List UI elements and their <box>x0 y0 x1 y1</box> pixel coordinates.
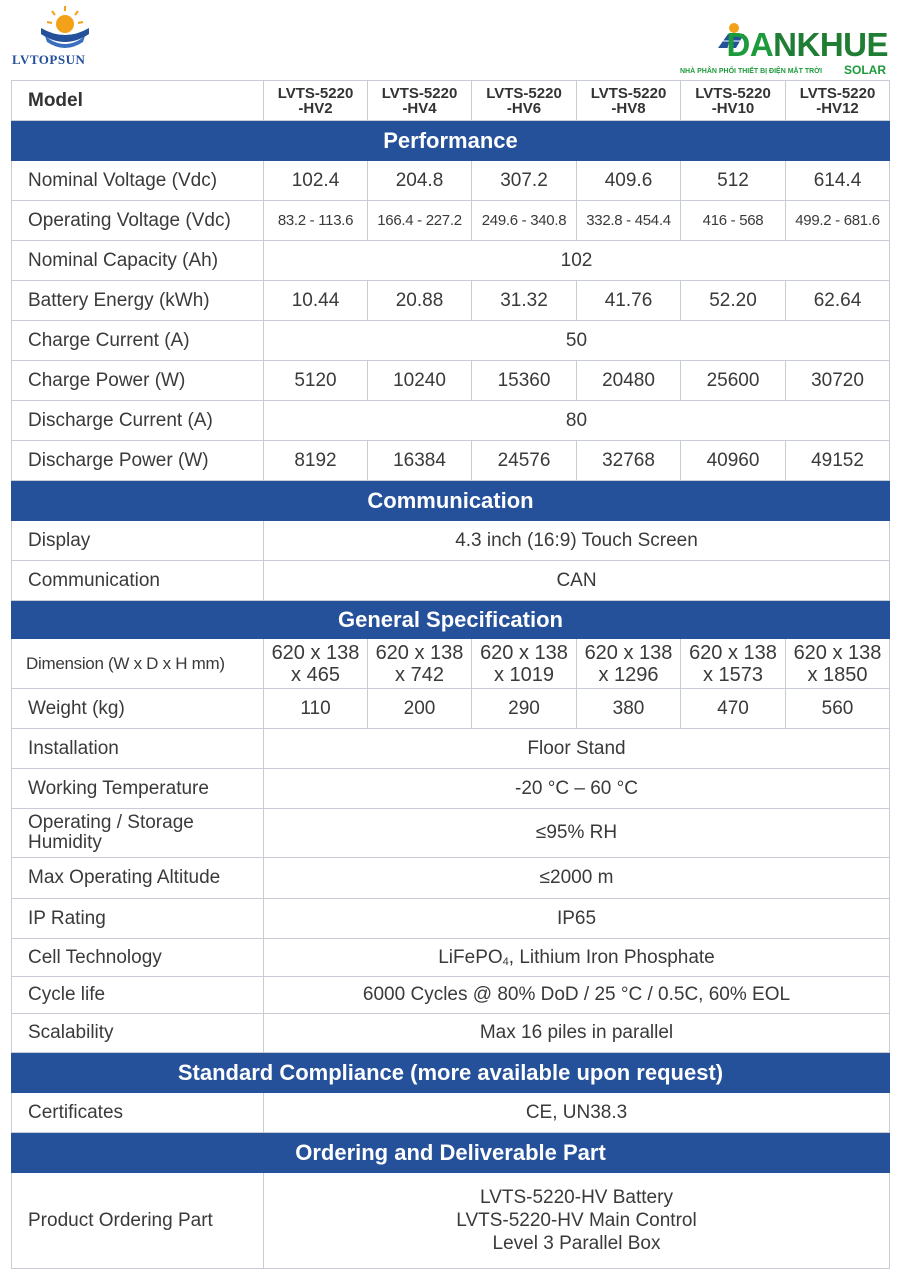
row-label-a: Operating / Storage <box>28 812 194 833</box>
row-label: Working Temperature <box>12 769 264 809</box>
model-hv8-a: LVTS-5220 <box>590 84 667 102</box>
dankhue-solar-logo <box>670 20 890 78</box>
cell-value: 200 <box>368 689 472 729</box>
cell-value: CAN <box>264 561 890 601</box>
row-nominal-voltage <box>12 161 890 201</box>
cell-value: 6000 Cycles @ 80% DoD / 25 °C / 0.5C, 60% EOL <box>264 977 890 1014</box>
cell-value: 102 <box>264 241 890 281</box>
cell-value: 31.32 <box>472 281 577 321</box>
dim-line-a: 620 x 138 <box>271 641 360 664</box>
cell-value: 8192 <box>264 441 368 481</box>
row-communication <box>12 561 890 601</box>
row-installation <box>12 729 890 769</box>
cell-value: 560 <box>786 689 890 729</box>
cell-value: 307.2 <box>472 161 577 201</box>
cell-value: ≤2000 m <box>264 858 890 899</box>
cell-tech-sub: 4 <box>502 955 509 968</box>
cell-value <box>786 639 890 689</box>
model-hv4 <box>368 81 472 121</box>
row-charge-power <box>12 361 890 401</box>
cell-value: CE, UN38.3 <box>264 1093 890 1133</box>
section-communication <box>12 481 890 521</box>
cell-value: 409.6 <box>577 161 681 201</box>
cell-tech-a: LiFePO <box>438 946 503 968</box>
row-humidity <box>12 809 890 858</box>
model-header-row <box>12 81 890 121</box>
model-hv12-b: -HV12 <box>816 99 859 117</box>
row-discharge-current <box>12 401 890 441</box>
dim-line-a: 620 x 138 <box>480 641 568 664</box>
cell-value: 204.8 <box>368 161 472 201</box>
row-altitude <box>12 858 890 899</box>
cell-value <box>264 1173 890 1269</box>
section-title: Standard Compliance (more available upon request) <box>12 1053 890 1093</box>
cell-value: 80 <box>264 401 890 441</box>
model-hv8-b: -HV8 <box>611 99 646 117</box>
row-discharge-power <box>12 441 890 481</box>
cell-value: 290 <box>472 689 577 729</box>
dim-line-b: x 1573 <box>702 663 764 686</box>
dim-line-b: x 1296 <box>598 663 659 686</box>
cell-value: 249.6 - 340.8 <box>472 201 577 241</box>
section-general <box>12 601 890 639</box>
row-label: Cell Technology <box>12 939 264 977</box>
row-label: Nominal Capacity (Ah) <box>12 241 264 281</box>
row-label <box>12 809 264 858</box>
cell-value: 499.2 - 681.6 <box>786 201 890 241</box>
row-label: Scalability <box>12 1014 264 1053</box>
model-label: Model <box>12 81 264 121</box>
section-title: Performance <box>12 121 890 161</box>
section-title: General Specification <box>12 601 890 639</box>
cell-value <box>264 939 890 977</box>
row-charge-current <box>12 321 890 361</box>
cell-value: 166.4 - 227.2 <box>368 201 472 241</box>
cell-value: 62.64 <box>786 281 890 321</box>
brand-tagline: NHÀ PHÂN PHỐI THIẾT BỊ ĐIỆN MẶT TRỜI <box>680 68 823 75</box>
dim-line-a: 620 x 138 <box>375 641 464 664</box>
row-display <box>12 521 890 561</box>
cell-value: 20.88 <box>368 281 472 321</box>
dim-line-b: x 742 <box>395 663 444 686</box>
cell-value: 20480 <box>577 361 681 401</box>
model-hv6-a: LVTS-5220 <box>486 84 562 102</box>
row-label: Discharge Power (W) <box>12 441 264 481</box>
row-nominal-capacity <box>12 241 890 281</box>
row-label: Battery Energy (kWh) <box>12 281 264 321</box>
brand-left-name: LVTOPSUN <box>12 52 86 67</box>
row-label: Charge Current (A) <box>12 321 264 361</box>
cell-value: 102.4 <box>264 161 368 201</box>
dim-line-b: x 465 <box>291 663 340 686</box>
row-certificates <box>12 1093 890 1133</box>
row-operating-voltage <box>12 201 890 241</box>
dim-line-a: 620 x 138 <box>689 641 777 664</box>
model-hv10 <box>681 81 786 121</box>
row-label-b: Humidity <box>28 832 102 853</box>
cell-value: 83.2 - 113.6 <box>264 201 368 241</box>
row-product-ordering <box>12 1173 890 1269</box>
row-label: Cycle life <box>12 977 264 1014</box>
cell-value <box>681 639 786 689</box>
model-hv2 <box>264 81 368 121</box>
model-hv6-b: -HV6 <box>506 99 542 117</box>
section-compliance <box>12 1053 890 1093</box>
cell-value: 4.3 inch (16:9) Touch Screen <box>264 521 890 561</box>
model-hv4-b: -HV4 <box>402 99 437 117</box>
cell-value: 110 <box>264 689 368 729</box>
row-label: Product Ordering Part <box>12 1173 264 1269</box>
ordering-line: LVTS-5220-HV Battery <box>480 1187 673 1208</box>
model-hv10-b: -HV10 <box>711 99 755 117</box>
row-label: Max Operating Altitude <box>12 858 264 899</box>
model-hv12 <box>786 81 890 121</box>
cell-value: Floor Stand <box>264 729 890 769</box>
cell-value <box>472 639 577 689</box>
row-label: Nominal Voltage (Vdc) <box>12 161 264 201</box>
cell-value <box>577 639 681 689</box>
spec-table <box>11 80 890 1269</box>
cell-value: 15360 <box>472 361 577 401</box>
row-weight <box>12 689 890 729</box>
dim-line-a: 620 x 138 <box>584 641 673 664</box>
cell-value: IP65 <box>264 899 890 939</box>
cell-value: 32768 <box>577 441 681 481</box>
dim-line-a: 620 x 138 <box>793 641 882 664</box>
cell-value: 332.8 - 454.4 <box>577 201 681 241</box>
cell-value: 50 <box>264 321 890 361</box>
ordering-line: Level 3 Parallel Box <box>492 1233 661 1254</box>
model-hv2-a: LVTS-5220 <box>277 84 354 102</box>
lvtopsun-logo <box>10 2 120 72</box>
section-ordering <box>12 1133 890 1173</box>
model-hv12-a: LVTS-5220 <box>799 84 876 102</box>
row-scalability <box>12 1014 890 1053</box>
cell-value: Max 16 piles in parallel <box>264 1014 890 1053</box>
row-label: Weight (kg) <box>12 689 264 729</box>
row-label: Certificates <box>12 1093 264 1133</box>
model-hv10-a: LVTS-5220 <box>695 84 771 102</box>
row-label: Charge Power (W) <box>12 361 264 401</box>
cell-value: 10240 <box>368 361 472 401</box>
cell-value: ≤95% RH <box>264 809 890 858</box>
cell-value: 470 <box>681 689 786 729</box>
cell-value <box>368 639 472 689</box>
row-label: IP Rating <box>12 899 264 939</box>
model-hv4-a: LVTS-5220 <box>381 84 458 102</box>
row-label: Display <box>12 521 264 561</box>
sun-wave-icon <box>35 2 95 54</box>
row-label: Dimension (W x D x H mm) <box>12 639 264 689</box>
cell-tech-b: , Lithium Iron Phosphate <box>508 946 715 968</box>
cell-value: -20 °C – 60 °C <box>264 769 890 809</box>
dim-line-b: x 1019 <box>493 663 555 686</box>
cell-value: 41.76 <box>577 281 681 321</box>
cell-value: 25600 <box>681 361 786 401</box>
cell-value: 24576 <box>472 441 577 481</box>
brand-solar: SOLAR <box>844 63 886 77</box>
cell-value: 614.4 <box>786 161 890 201</box>
cell-value: 40960 <box>681 441 786 481</box>
model-hv2-b: -HV2 <box>298 99 333 117</box>
cell-value: 16384 <box>368 441 472 481</box>
row-label: Communication <box>12 561 264 601</box>
row-label: Discharge Current (A) <box>12 401 264 441</box>
cell-value: 380 <box>577 689 681 729</box>
row-working-temperature <box>12 769 890 809</box>
row-label: Installation <box>12 729 264 769</box>
cell-value: 30720 <box>786 361 890 401</box>
model-hv8 <box>577 81 681 121</box>
dim-line-b: x 1850 <box>807 663 868 686</box>
row-battery-energy <box>12 281 890 321</box>
row-cell-technology <box>12 939 890 977</box>
cell-value: 416 - 568 <box>681 201 786 241</box>
row-dimension <box>12 639 890 689</box>
cell-value: 52.20 <box>681 281 786 321</box>
cell-value: 10.44 <box>264 281 368 321</box>
section-title: Ordering and Deliverable Part <box>12 1133 890 1173</box>
row-label: Operating Voltage (Vdc) <box>12 201 264 241</box>
row-cycle-life <box>12 977 890 1014</box>
section-title: Communication <box>12 481 890 521</box>
cell-value <box>264 639 368 689</box>
brand-right-name-b: NKHUE <box>773 26 888 63</box>
model-hv6 <box>472 81 577 121</box>
row-ip-rating <box>12 899 890 939</box>
brand-right-name <box>726 28 888 61</box>
ordering-line: LVTS-5220-HV Main Control <box>456 1210 697 1231</box>
cell-value: 512 <box>681 161 786 201</box>
section-performance <box>12 121 890 161</box>
cell-value: 5120 <box>264 361 368 401</box>
brand-right-name-a: DA <box>726 26 774 63</box>
cell-value: 49152 <box>786 441 890 481</box>
